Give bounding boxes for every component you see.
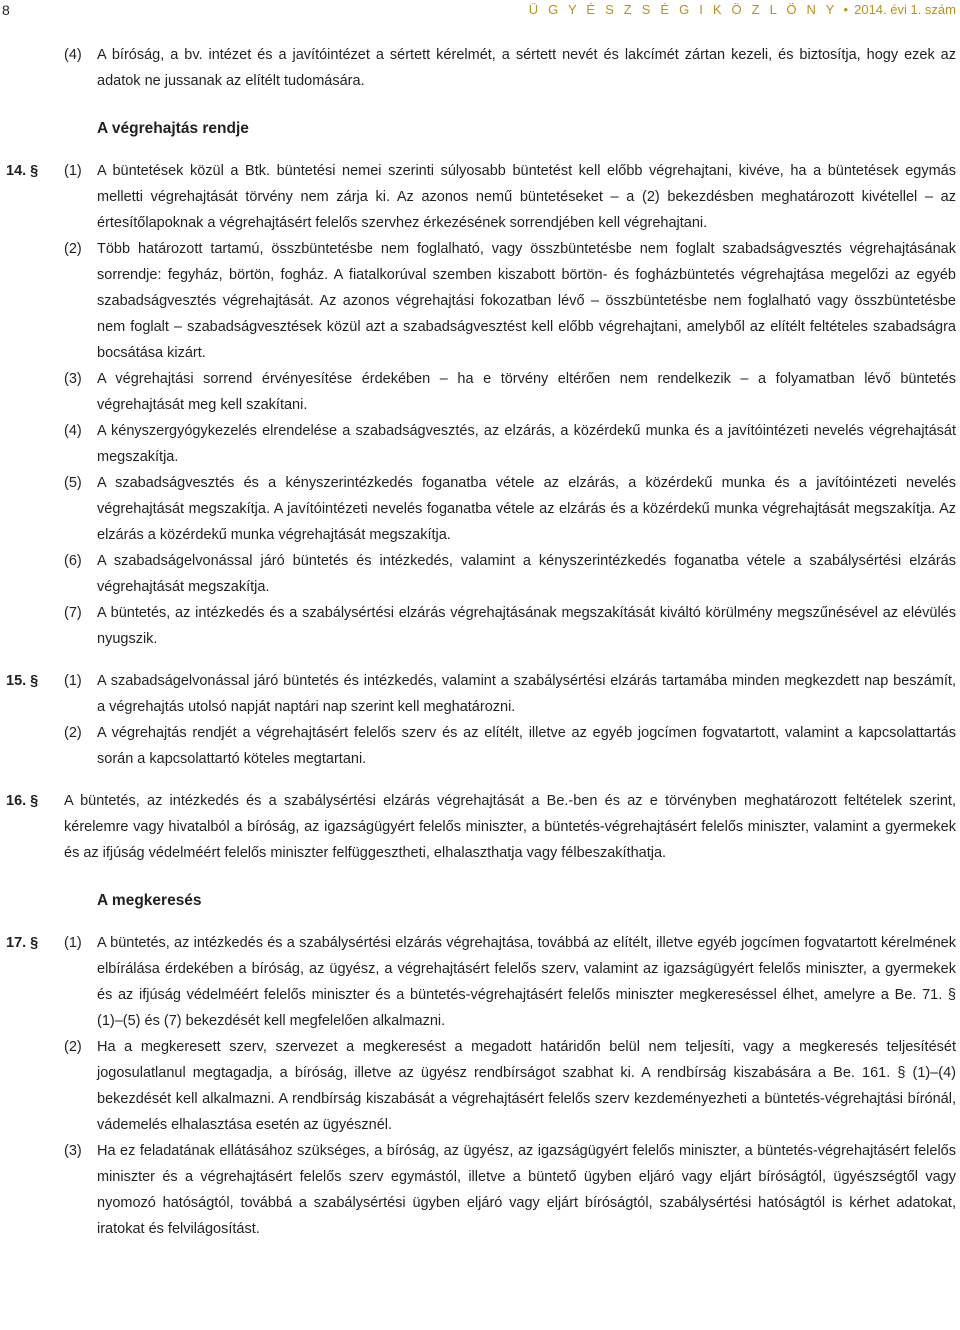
subsection-number: (7) bbox=[64, 605, 82, 621]
section-15-p2 bbox=[0, 720, 960, 772]
section-14-p4 bbox=[0, 418, 960, 470]
subsection-number: (2) bbox=[64, 241, 82, 257]
section-14-p6 bbox=[0, 548, 960, 600]
subsection-number: (6) bbox=[64, 553, 82, 569]
subsection-number: (4) bbox=[64, 423, 82, 439]
section-heading-megkereses: A megkeresés bbox=[97, 892, 202, 909]
section-number: 14. § bbox=[6, 163, 39, 179]
subsection-number: (2) bbox=[64, 725, 82, 741]
section-17-p3 bbox=[0, 1138, 960, 1242]
paragraph-text: A kényszergyógykezelés elrendelése a szabadságvesztés, az elzárás, a közérdekű munka és a javítóintézeti nevelés végrehajtását megszakítja. bbox=[97, 423, 956, 465]
paragraph-text: A szabadságvesztés és a kényszerintézkedés foganatba vétele az elzárás, a közérdekű munka és a javítóintézeti nevelés végrehajtását megszakítja. A javítóintézeti nevelés foganatba vétele az elzárás és a közérdekű munka végrehajtását megszakítja. Az elzárás a közérdekű munka végrehajtását megszakítja. bbox=[97, 475, 956, 543]
section-number: 16. § bbox=[6, 793, 39, 809]
subsection-number: (1) bbox=[64, 163, 82, 179]
subsection-number: (3) bbox=[64, 1143, 82, 1159]
section-number: 15. § bbox=[6, 673, 39, 689]
section-17-p2 bbox=[0, 1034, 960, 1138]
section-14-p2 bbox=[0, 236, 960, 366]
paragraph-text: Több határozott tartamú, összbüntetésbe nem foglalható, vagy összbüntetésbe nem foglalt szabadságvesztés végrehajtásának sorrendje: fegyház, börtön, fogház. A fiatalkorúval szemben kiszabott börtön- és fogházbüntetés végrehajtása megelőzi az egyéb szabadságvesztés végrehajtását. Az azonos végrehajtási fokozatban lévő – összbüntetésbe nem foglalható vagy összbüntetésbe nem foglalt – szabadságvesztések közül azt a szabadságvesztést kell előbb végrehajtani, amelyből az elítélt feltételes szabadságra bocsátása kizárt. bbox=[97, 241, 956, 361]
subsection-number: (5) bbox=[64, 475, 82, 491]
section-14-p1 bbox=[0, 158, 960, 236]
section-14-p5 bbox=[0, 470, 960, 548]
paragraph-text: A szabadságelvonással járó büntetés és intézkedés, valamint a kényszerintézkedés foganatba vétele a szabálysértési elzárás végrehajtását megszakítja. bbox=[97, 553, 956, 595]
subsection-number: (1) bbox=[64, 673, 82, 689]
journal-header bbox=[529, 2, 956, 17]
paragraph-text: A büntetések közül a Btk. büntetési nemei szerinti súlyosabb büntetést kell előbb végrehajtani, kivéve, ha a büntetések egymás melletti végrehajtását törvény nem zárja ki. Az azonos nemű büntetéseket – a (2) bekezdésben meghatározott kivétellel – az értesítőlapoknak a végrehajtásért felelős szervhez érkezésének sorrendjében kell végrehajtani. bbox=[97, 163, 956, 231]
subsection-number: (2) bbox=[64, 1039, 82, 1055]
document-body bbox=[0, 42, 960, 1242]
paragraph-text: A büntetés, az intézkedés és a szabálysértési elzárás végrehajtásának megszakítását kiváltó körülmény megszűnésével az elévülés nyugszik. bbox=[97, 605, 956, 647]
header-separator: • bbox=[843, 2, 849, 17]
issue-label: 2014. évi 1. szám bbox=[854, 2, 956, 17]
paragraph-text: A bíróság, a bv. intézet és a javítóintézet a sértett kérelmét, a sértett nevét és lakcímét zártan kezeli, és biztosítja, hogy ezek az adatok ne jussanak az elítélt tudomására. bbox=[97, 47, 956, 89]
subsection-number: (3) bbox=[64, 371, 82, 387]
section-17-p1 bbox=[0, 930, 960, 1034]
section-16 bbox=[0, 788, 960, 866]
paragraph-text: A végrehajtási sorrend érvényesítése érdekében – ha e törvény eltérően nem rendelkezik – a folyamatban lévő büntetés végrehajtását meg kell szakítani. bbox=[97, 371, 956, 413]
section-14-p3 bbox=[0, 366, 960, 418]
section-15-p1 bbox=[0, 668, 960, 720]
subsection-number: (4) bbox=[64, 47, 82, 63]
journal-title: Ü G Y É S Z S É G I K Ö Z L Ö N Y bbox=[528, 2, 838, 17]
paragraph-text: A büntetés, az intézkedés és a szabálysértési elzárás végrehajtását a Be.-ben és az e törvényben meghatározott feltételek szerint, kérelemre vagy hivatalból a bíróság, az igazságügyért felelős miniszter, a büntetés-végrehajtásért felelős miniszter, valamint a gyermekek és az ifjúság védelméért felelős miniszter felfüggesztheti, elhalaszthatja vagy félbeszakíthatja. bbox=[64, 793, 956, 861]
section-heading-vegrehajtas-rendje: A végrehajtás rendje bbox=[97, 120, 249, 137]
section-number: 17. § bbox=[6, 935, 39, 951]
paragraph-text: Ha a megkeresett szerv, szervezet a megkeresést a megadott határidőn belül nem teljesíti, vagy a megkeresés teljesítését jogosulatlanul megtagadja, a bíróság, illetve az ügyész rendbírságot szabhat ki. A rendbírság kiszabására a Be. 161. § (1)–(4) bekezdését kell alkalmazni. A rendbírság kiszabását a végrehajtásért felelős szerv kezdeményezheti a büntetés-végrehajtási bírónál, vádemelés elhalasztása esetén az ügyésznél. bbox=[97, 1039, 956, 1133]
paragraph-text: Ha ez feladatának ellátásához szükséges, a bíróság, az ügyész, az igazságügyért felelős miniszter, a büntetés-végrehajtásért felelős miniszter és a végrehajtásért felelős szerv egymástól, illetve a büntető ügyben eljáró vagy eljárt bíróságtól, ügyészségtől vagy nyomozó hatóságtól, továbbá a szabálysértési ügyben eljáró vagy eljárt bíróságtól, szabálysértési hatóságtól is kérhet adatokat, iratokat és felvilágosítást. bbox=[97, 1143, 956, 1237]
page-number: 8 bbox=[2, 2, 10, 18]
paragraph-text: A szabadságelvonással járó büntetés és intézkedés, valamint a szabálysértési elzárás tartamába minden megkezdett nap beszámít, a végrehajtás utolsó napját naptári nap szerint kell meghatározni. bbox=[97, 673, 956, 715]
subsection-number: (1) bbox=[64, 935, 82, 951]
paragraph-text: A végrehajtás rendjét a végrehajtásért felelős szerv és az elítélt, illetve az egyéb jogcímen fogvatartott, valamint a kapcsolattartás során a kapcsolattartó köteles megtartani. bbox=[97, 725, 956, 767]
paragraph-text: A büntetés, az intézkedés és a szabálysértési elzárás végrehajtása, továbbá az elítélt, illetve egyéb jogcímen fogvatartott kérelmének elbírálása érdekében a bíróság, az ügyész, a végrehajtásért felelős szerv, valamint az igazságügyért felelős miniszter, a gyermekek és az ifjúság védelméért felelős miniszter és a büntetés-végrehajtásért felelős miniszter megkereséssel élhet, amelyre a Be. 71. § (1)–(5) és (7) bekezdését kell megfelelően alkalmazni. bbox=[97, 935, 956, 1029]
section-14-p7 bbox=[0, 600, 960, 652]
paragraph-prev-4 bbox=[0, 42, 960, 94]
